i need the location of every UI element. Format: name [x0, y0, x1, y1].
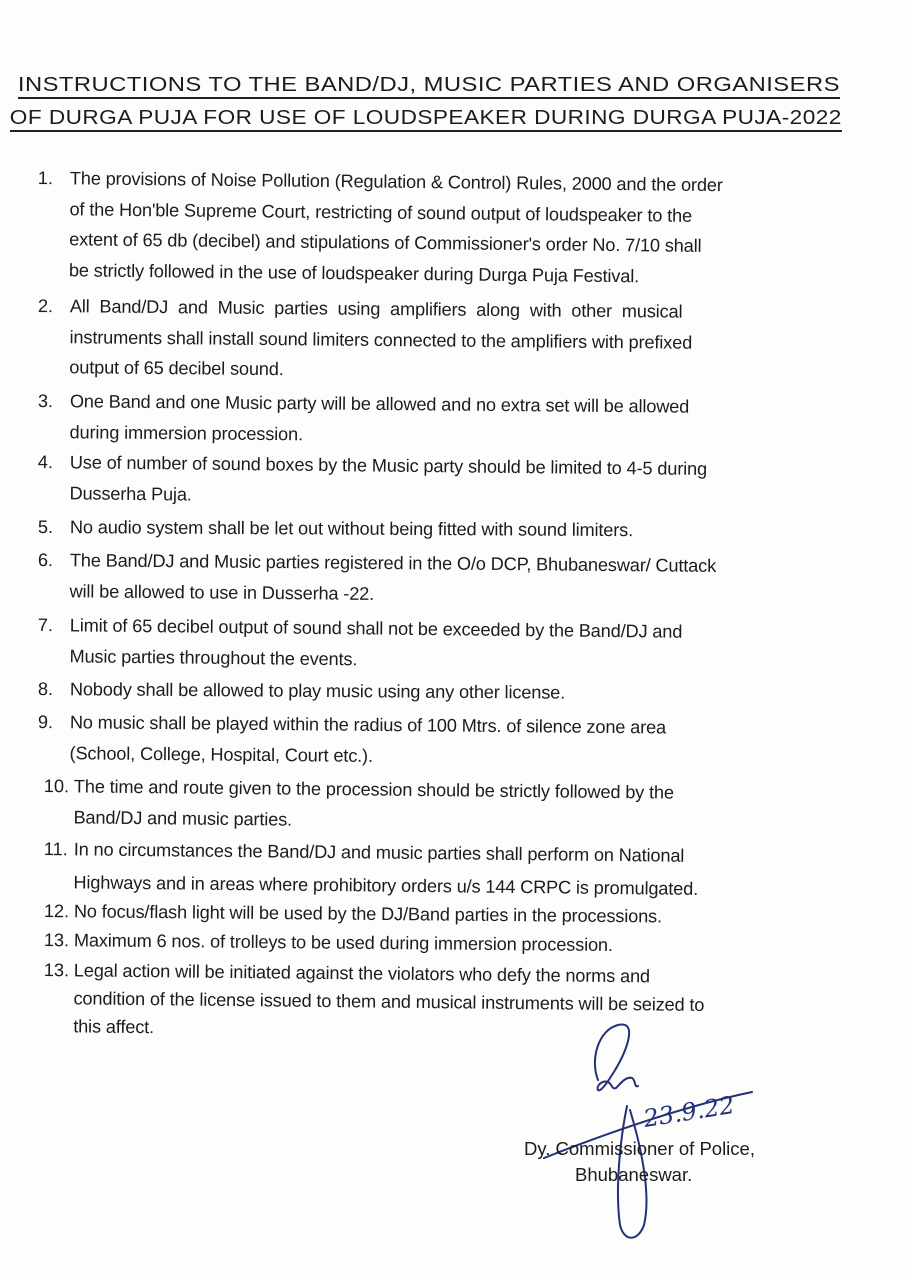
item-number: 9.	[37, 711, 54, 733]
item-text-line: Highways and in areas where prohibitory orders u/s 144 CRPC is promulgated.	[73, 872, 699, 899]
item-text-line: The provisions of Noise Pollution (Regulation & Control) Rules, 2000 and the order	[69, 168, 723, 196]
item-number: 13.	[43, 930, 70, 951]
item-number: 5.	[37, 516, 54, 538]
item-text-line: No music shall be played within the radius of 100 Mtrs. of silence zone area	[69, 712, 667, 738]
item-number: 4.	[37, 451, 54, 473]
item-text-line: will be allowed to use in Dusserha -22.	[69, 580, 375, 604]
signature-scribble-icon	[520, 1020, 840, 1250]
item-text-line: Maximum 6 nos. of trolleys to be used during immersion procession.	[73, 930, 613, 955]
item-text-line: Band/DJ and music parties.	[73, 806, 293, 830]
item-text-line: output of 65 decibel sound.	[69, 357, 284, 380]
item-text-line: The Band/DJ and Music parties registered in the O/o DCP, Bhubaneswar/ Cuttack	[69, 550, 717, 576]
item-text-line: One Band and one Music party will be allowed and no extra set will be allowed	[69, 391, 690, 417]
item-number: 1.	[37, 167, 54, 189]
item-text-line: be strictly followed in the use of loudspeaker during Durga Puja Festival.	[68, 259, 640, 286]
signature-date: 23.9.22	[641, 1090, 737, 1133]
item-text-line: during immersion procession.	[69, 421, 304, 444]
item-text-line: Legal action will be initiated against the violators who defy the norms and	[73, 960, 651, 987]
item-number: 7.	[37, 614, 54, 636]
item-text-line: this affect.	[73, 1016, 155, 1038]
item-text-line: condition of the license issued to them and musical instruments will be seized to	[73, 988, 705, 1015]
item-number: 11.	[43, 839, 68, 860]
item-text-line: No audio system shall be let out without being fitted with sound limiters.	[69, 517, 634, 541]
signatory-place: Bhubaneswar.	[575, 1164, 693, 1185]
item-text-line: Use of number of sound boxes by the Music party should be limited to 4-5 during	[69, 452, 708, 479]
item-text-line: extent of 65 db (decibel) and stipulations of Commissioner's order No. 7/10 shall	[69, 229, 702, 256]
item-text-line: The time and route given to the procession should be strictly followed by the	[73, 776, 675, 803]
item-text-line: Dusserha Puja.	[69, 482, 192, 505]
item-text-line: No focus/flash light will be used by the DJ/Band parties in the processions.	[73, 901, 663, 927]
item-number: 12.	[43, 901, 70, 922]
signatory-designation: Dy. Commissioner of Police,	[524, 1138, 755, 1159]
item-number: 10.	[43, 776, 70, 797]
item-text-line: (School, College, Hospital, Court etc.).	[69, 742, 374, 766]
item-text-line: Music parties throughout the events.	[69, 645, 358, 669]
signature-block	[520, 1020, 840, 1250]
item-text-line: Limit of 65 decibel output of sound shall not be exceeded by the Band/DJ and	[69, 615, 683, 642]
item-text-line: of the Hon'ble Supreme Court, restricting of sound output of loudspeaker to the	[69, 198, 693, 226]
document-title-line-1: INSTRUCTIONS TO THE BAND/DJ, MUSIC PARTIES AND ORGANISERS	[18, 73, 840, 99]
item-text-line: In no circumstances the Band/DJ and music parties shall perform on National	[73, 839, 685, 866]
item-text-line: instruments shall install sound limiters connected to the amplifiers with prefixed	[69, 326, 693, 353]
document-title-line-2: OF DURGA PUJA FOR USE OF LOUDSPEAKER DURING DURGA PUJA-2022	[10, 106, 842, 132]
item-number: 6.	[37, 549, 54, 571]
item-number: 13.	[43, 960, 70, 981]
item-text-line: Nobody shall be allowed to play music using any other license.	[69, 679, 566, 703]
item-number: 3.	[37, 390, 54, 412]
item-number: 8.	[37, 678, 54, 700]
item-text-line: All Band/DJ and Music parties using amplifiers along with other musical	[69, 296, 683, 322]
item-number: 2.	[37, 295, 54, 317]
